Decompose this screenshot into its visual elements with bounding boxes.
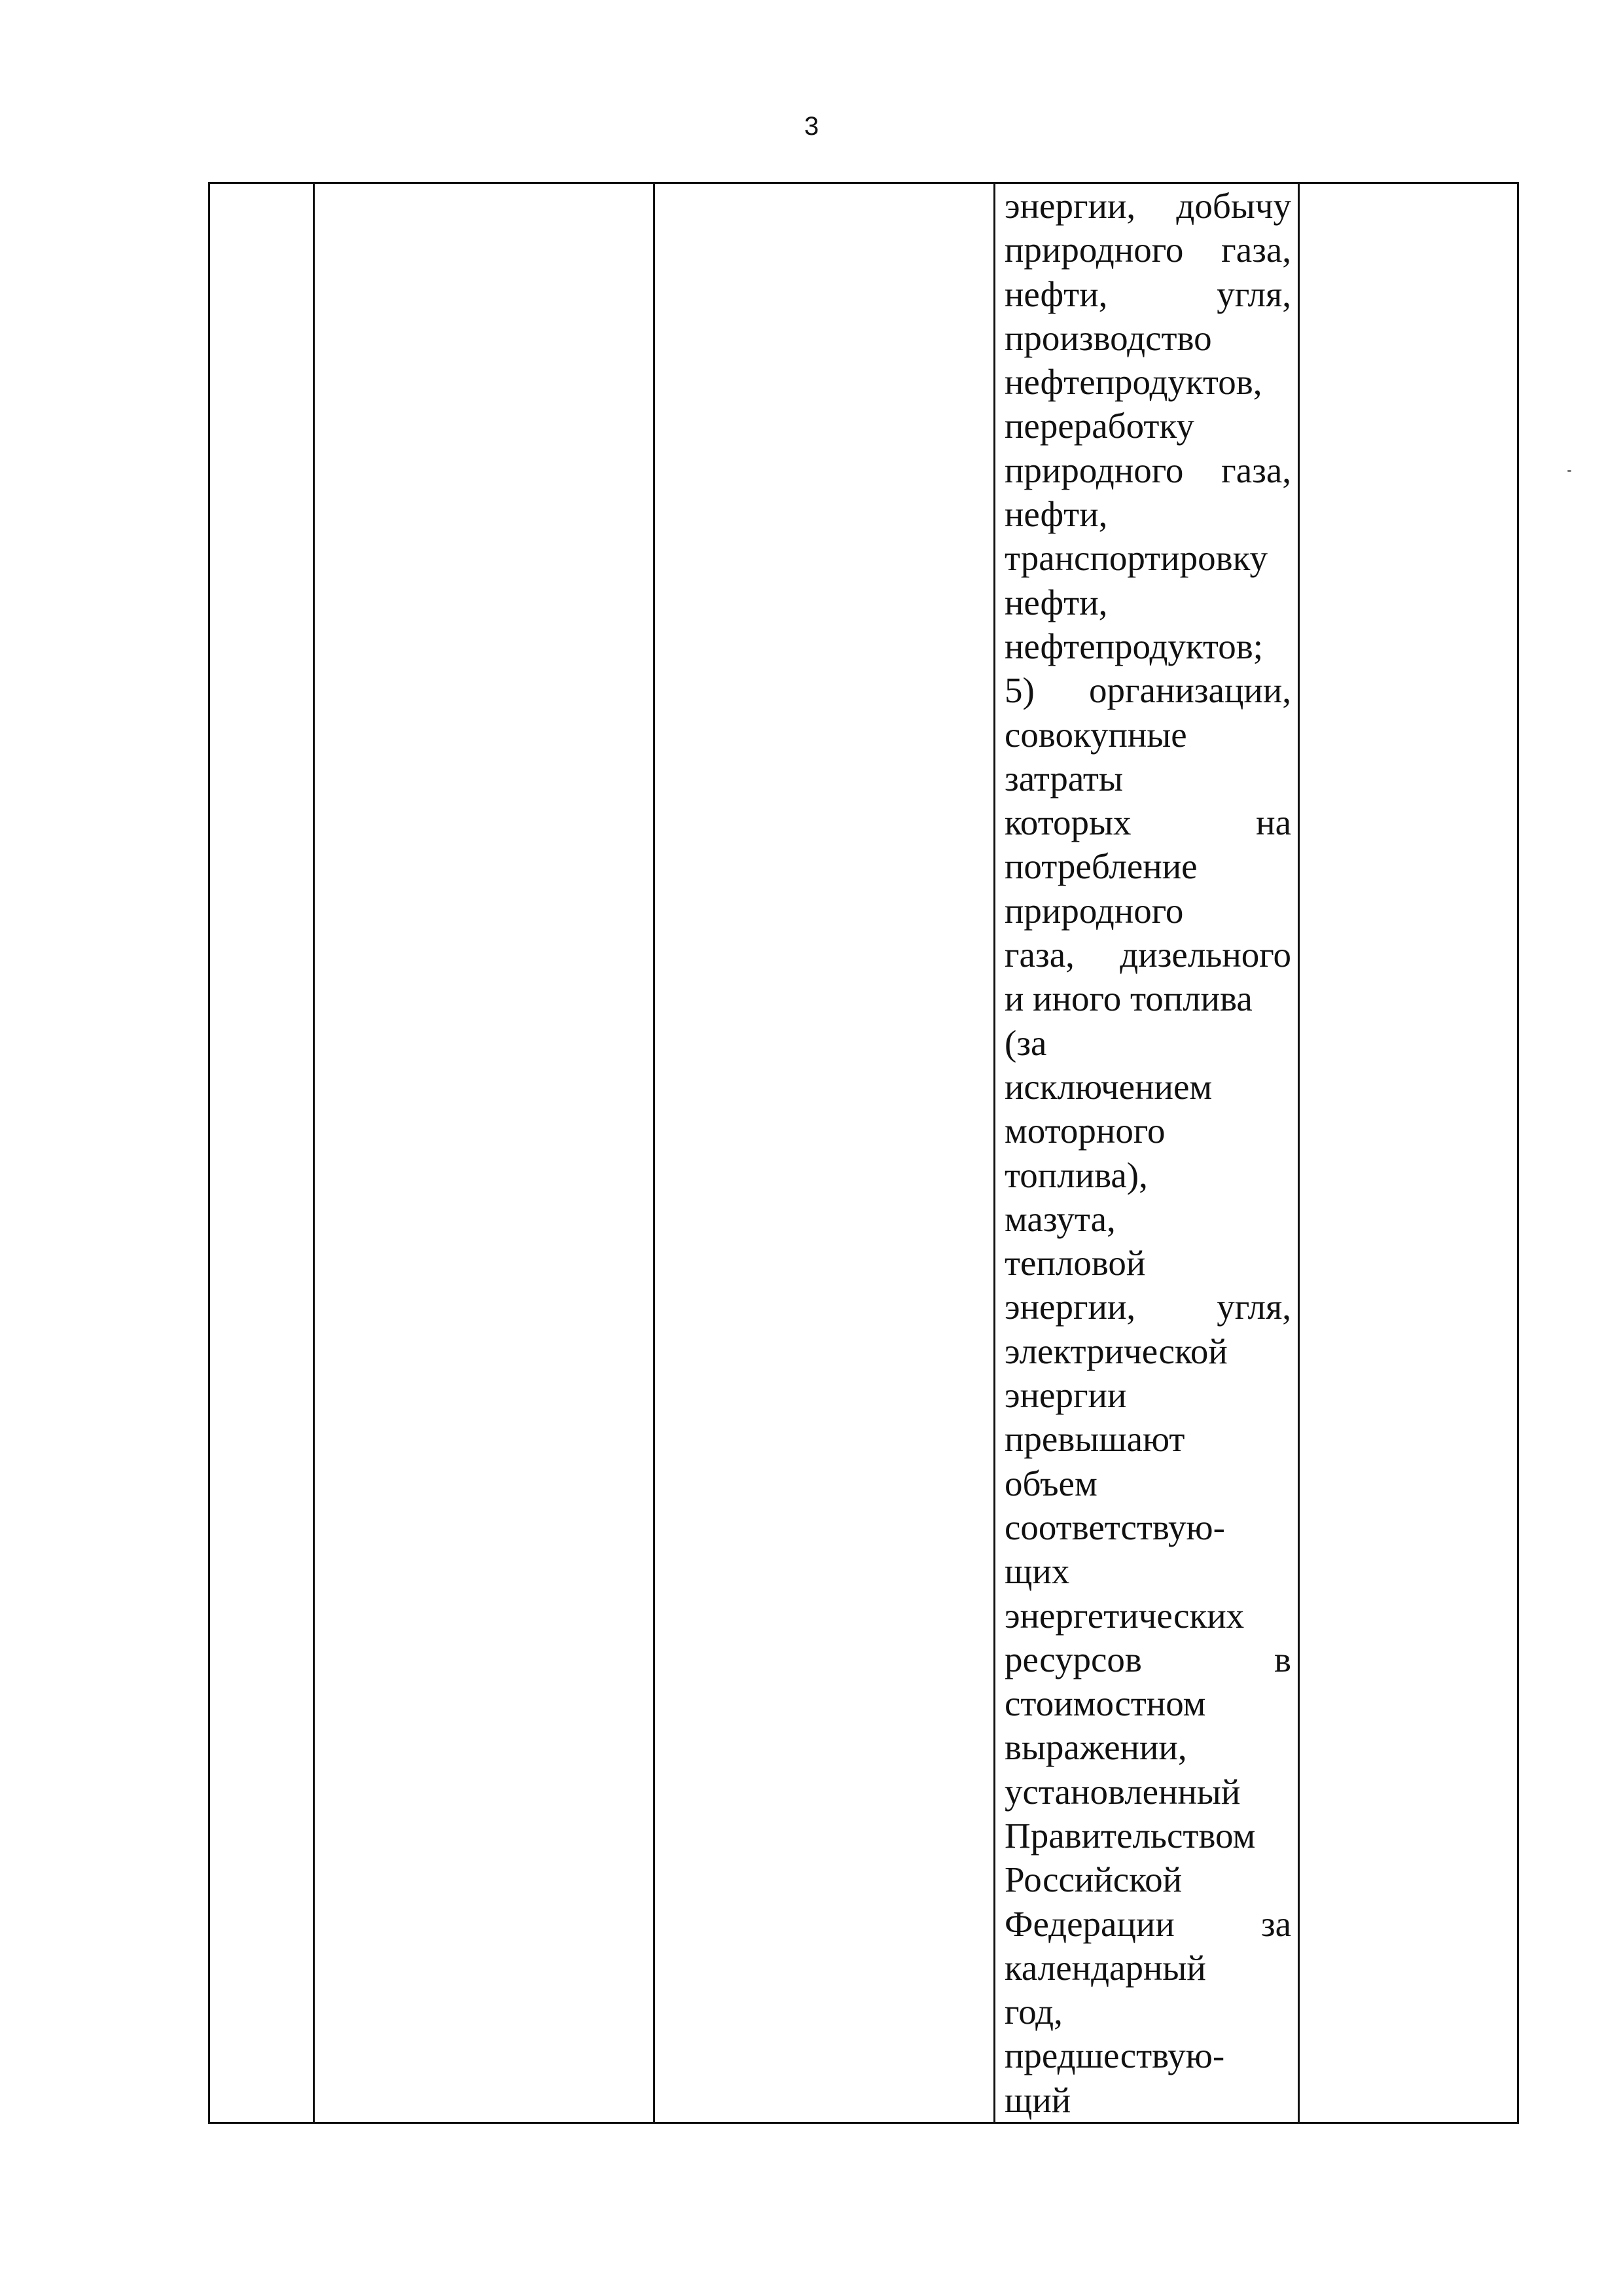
- text-line: исключением: [1005, 1066, 1213, 1107]
- text-line: и иного топлива: [1005, 978, 1253, 1019]
- text-line: соответствую-: [1005, 1507, 1225, 1547]
- text-line: Федерации за: [1005, 1903, 1291, 1944]
- text-line: энергетических: [1005, 1595, 1245, 1636]
- text-line: природного газа,: [1005, 230, 1291, 270]
- scan-artifact-dot: [1567, 470, 1571, 472]
- text-line: электрической: [1005, 1331, 1228, 1371]
- text-line: энергии: [1005, 1375, 1127, 1416]
- text-line: совокупные: [1005, 714, 1187, 755]
- text-line: производство: [1005, 317, 1212, 358]
- table-cell-col-4: [995, 183, 1299, 2123]
- text-line: нефти, угля,: [1005, 274, 1291, 314]
- table-row: [209, 183, 1518, 2123]
- text-line: газа, дизельного: [1005, 935, 1291, 975]
- table-cell-col-2: [314, 183, 654, 2123]
- text-line: энергии, угля,: [1005, 1287, 1291, 1327]
- text-line: (за: [1005, 1022, 1047, 1063]
- text-line: щих: [1005, 1551, 1070, 1592]
- text-line: выражении,: [1005, 1727, 1187, 1768]
- text-line: моторного: [1005, 1111, 1166, 1151]
- table-cell-col-5: [1299, 183, 1518, 2123]
- continuation-table: [208, 182, 1519, 2124]
- text-line: 5) организации,: [1005, 670, 1291, 711]
- text-line: ресурсов в: [1005, 1639, 1291, 1679]
- text-line: нефти,: [1005, 582, 1108, 622]
- text-line: тепловой: [1005, 1243, 1146, 1283]
- text-line: которых на: [1005, 802, 1291, 843]
- text-line: топлива),: [1005, 1155, 1148, 1195]
- text-line: объем: [1005, 1463, 1097, 1503]
- text-line: переработку: [1005, 406, 1194, 446]
- cell-text-block: [1005, 184, 1291, 2122]
- text-line: календарный: [1005, 1947, 1206, 1988]
- text-line: щий: [1005, 2079, 1071, 2120]
- text-line: год,: [1005, 1992, 1063, 2032]
- text-line: нефти,: [1005, 494, 1108, 535]
- text-line: нефтепродуктов;: [1005, 626, 1263, 666]
- text-line: потребление: [1005, 846, 1198, 887]
- text-line: транспортировку: [1005, 538, 1268, 579]
- text-line: мазута,: [1005, 1198, 1116, 1239]
- page-number: 3: [804, 112, 819, 141]
- text-line: нефтепродуктов,: [1005, 362, 1262, 403]
- text-line: стоимостном: [1005, 1683, 1206, 1724]
- text-line: Российской: [1005, 1859, 1183, 1900]
- text-line: установленный: [1005, 1771, 1241, 1812]
- table-cell-col-1: [209, 183, 314, 2123]
- text-line: превышают: [1005, 1419, 1185, 1460]
- text-line: энергии, добычу: [1005, 186, 1291, 226]
- table-cell-col-3: [654, 183, 995, 2123]
- text-line: природного газа,: [1005, 450, 1291, 490]
- text-line: затраты: [1005, 758, 1123, 798]
- text-line: предшествую-: [1005, 2036, 1225, 2076]
- text-line: Правительством: [1005, 1815, 1256, 1856]
- text-line: природного: [1005, 890, 1184, 931]
